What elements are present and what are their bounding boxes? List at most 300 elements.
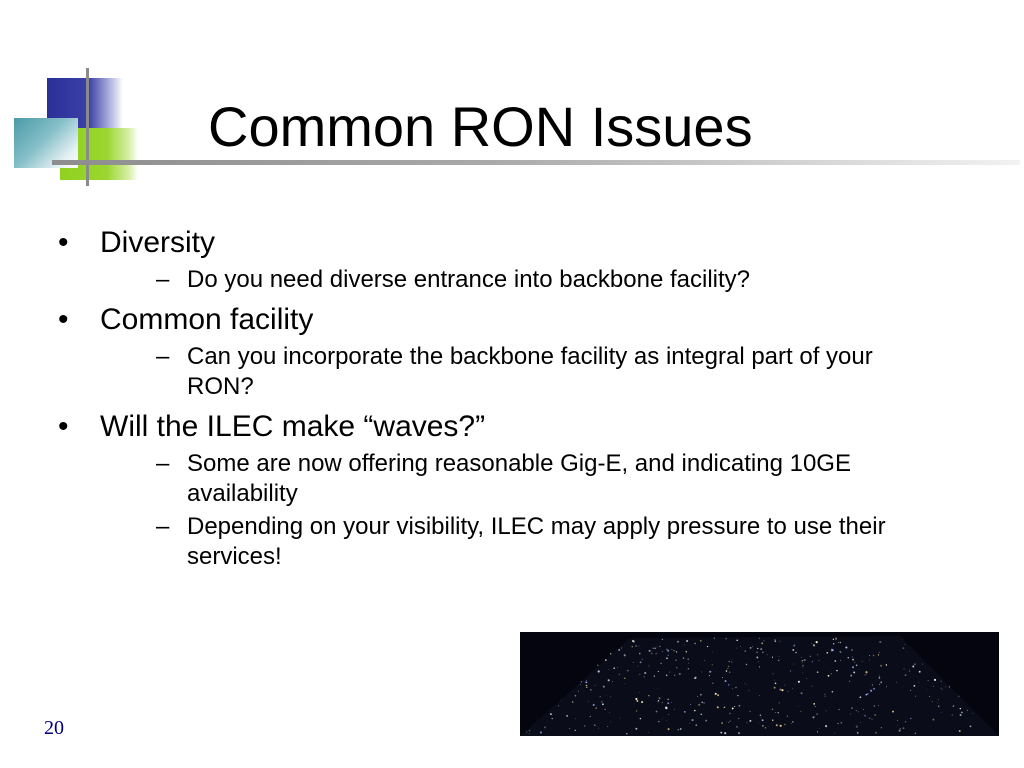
city-light-dot bbox=[828, 675, 830, 677]
city-light-dot bbox=[756, 656, 758, 658]
city-light-dot bbox=[626, 733, 627, 734]
city-light-dot bbox=[929, 696, 930, 697]
city-light-dot bbox=[903, 647, 905, 649]
city-light-dot bbox=[804, 659, 806, 661]
city-light-dot bbox=[639, 653, 641, 655]
city-light-dot bbox=[792, 721, 794, 723]
city-light-dot bbox=[621, 648, 622, 649]
city-light-dot bbox=[619, 718, 620, 719]
city-light-dot bbox=[625, 683, 626, 684]
city-light-dot bbox=[658, 671, 659, 672]
city-light-dot bbox=[840, 642, 841, 643]
city-light-dot bbox=[676, 651, 677, 652]
city-light-dot bbox=[864, 715, 866, 717]
city-light-dot bbox=[662, 719, 663, 720]
city-light-dot bbox=[651, 652, 653, 654]
city-light-dot bbox=[784, 724, 785, 725]
city-light-dot bbox=[847, 657, 849, 659]
city-light-dot bbox=[779, 702, 780, 703]
city-light-dot bbox=[529, 734, 530, 735]
city-light-dot bbox=[850, 675, 852, 677]
city-light-dot bbox=[871, 719, 873, 721]
city-light-dot bbox=[690, 704, 691, 705]
city-light-dot bbox=[635, 645, 637, 647]
city-light-dot bbox=[593, 704, 595, 706]
sub-bullet-item bbox=[100, 342, 938, 402]
city-light-dot bbox=[569, 728, 570, 729]
city-light-dot bbox=[712, 652, 713, 653]
city-light-dot bbox=[795, 684, 796, 685]
city-light-dot bbox=[684, 711, 686, 713]
title-underline-rule bbox=[52, 160, 1020, 165]
city-light-dot bbox=[729, 671, 731, 673]
bullet-item bbox=[58, 302, 938, 402]
city-light-dot bbox=[879, 676, 880, 677]
city-light-dot bbox=[802, 662, 803, 663]
city-light-dot bbox=[841, 722, 843, 724]
city-light-dot bbox=[726, 670, 728, 672]
city-light-dot bbox=[705, 720, 707, 722]
city-light-dot bbox=[566, 715, 568, 717]
city-light-dot bbox=[865, 694, 867, 696]
city-light-dot bbox=[686, 640, 688, 642]
city-light-dot bbox=[810, 656, 811, 657]
city-light-dot bbox=[561, 700, 562, 701]
city-light-dot bbox=[572, 701, 574, 703]
city-light-dot bbox=[953, 705, 955, 707]
city-light-dot bbox=[609, 712, 610, 713]
city-light-dot bbox=[669, 672, 670, 673]
city-light-dot bbox=[659, 646, 660, 647]
city-light-dot bbox=[879, 684, 880, 685]
city-light-dot bbox=[605, 659, 607, 661]
city-light-dot bbox=[703, 702, 705, 704]
city-light-dot bbox=[642, 659, 643, 660]
city-light-dot bbox=[788, 691, 789, 692]
city-light-dot bbox=[860, 722, 861, 723]
city-light-dot bbox=[674, 709, 675, 710]
city-light-dot bbox=[825, 725, 827, 727]
city-light-dot bbox=[834, 660, 836, 662]
city-light-dot bbox=[800, 711, 801, 712]
city-light-dot bbox=[678, 729, 679, 730]
city-light-dot bbox=[675, 659, 676, 660]
city-light-dot bbox=[648, 666, 649, 667]
city-light-dot bbox=[728, 722, 729, 723]
city-light-dot bbox=[801, 657, 802, 658]
sub-bullet-item bbox=[100, 265, 938, 295]
city-light-dot bbox=[578, 691, 579, 692]
city-light-dot bbox=[558, 705, 559, 706]
city-light-dot bbox=[862, 661, 863, 662]
city-light-dot bbox=[603, 686, 605, 688]
city-light-dot bbox=[724, 707, 725, 708]
city-light-dot bbox=[712, 664, 713, 665]
city-light-dot bbox=[903, 727, 905, 729]
city-light-dot bbox=[641, 701, 643, 703]
city-light-dot bbox=[687, 658, 689, 660]
city-light-dot bbox=[840, 652, 841, 653]
city-light-dot bbox=[831, 649, 833, 651]
city-light-dot bbox=[600, 696, 601, 697]
city-light-dot bbox=[845, 646, 847, 648]
city-light-dot bbox=[671, 649, 672, 650]
city-light-dot bbox=[886, 664, 887, 665]
city-light-dot bbox=[722, 677, 723, 678]
city-light-dot bbox=[941, 712, 942, 713]
city-light-dot bbox=[778, 660, 779, 661]
city-light-dot bbox=[684, 644, 685, 645]
city-light-dot bbox=[856, 664, 858, 666]
city-light-dot bbox=[649, 650, 651, 652]
city-light-dot bbox=[875, 732, 877, 734]
city-light-dot bbox=[959, 730, 961, 732]
city-light-dot bbox=[720, 732, 722, 734]
city-light-dot bbox=[666, 675, 668, 677]
city-light-dot bbox=[643, 676, 644, 677]
city-light-dot bbox=[677, 641, 679, 643]
city-light-dot bbox=[595, 707, 597, 709]
city-light-dot bbox=[610, 722, 611, 723]
city-light-dot bbox=[960, 714, 962, 716]
city-light-dot bbox=[732, 707, 734, 709]
city-light-dot bbox=[772, 709, 773, 710]
city-light-dot bbox=[640, 718, 641, 719]
city-light-dot bbox=[760, 648, 762, 650]
city-light-dot bbox=[606, 695, 607, 696]
city-light-dot bbox=[813, 703, 815, 705]
city-light-dot bbox=[896, 682, 897, 683]
city-light-dot bbox=[668, 728, 670, 730]
city-light-dot bbox=[701, 702, 702, 703]
city-light-dot bbox=[590, 689, 591, 690]
city-light-dot bbox=[638, 666, 639, 667]
city-light-dot bbox=[715, 693, 717, 695]
city-light-dot bbox=[673, 650, 674, 651]
city-light-dot bbox=[654, 647, 656, 649]
sub-bullet-list bbox=[100, 342, 938, 402]
city-light-dot bbox=[919, 671, 921, 673]
city-light-dot bbox=[869, 660, 870, 661]
city-light-dot bbox=[826, 710, 827, 711]
city-light-dot bbox=[619, 674, 620, 675]
city-light-dot bbox=[902, 639, 903, 640]
city-light-dot bbox=[624, 655, 626, 657]
city-light-dot bbox=[639, 692, 640, 693]
city-light-dot bbox=[668, 655, 669, 656]
city-light-dot bbox=[739, 705, 741, 707]
city-light-dot bbox=[802, 672, 803, 673]
city-light-dot bbox=[762, 719, 764, 721]
city-light-dot bbox=[817, 654, 818, 655]
city-light-dot bbox=[734, 706, 735, 707]
city-light-dot bbox=[832, 691, 834, 693]
city-light-dot bbox=[791, 723, 792, 724]
city-light-dot bbox=[698, 704, 700, 706]
city-light-dot bbox=[667, 702, 669, 704]
bullet-marker: • bbox=[58, 226, 69, 259]
city-light-dot bbox=[540, 731, 542, 733]
city-light-dot bbox=[732, 688, 733, 689]
city-light-dot bbox=[740, 646, 741, 647]
city-light-dot bbox=[872, 684, 873, 685]
city-light-dot bbox=[772, 719, 773, 720]
city-light-dot bbox=[729, 720, 730, 721]
city-light-dot bbox=[697, 696, 698, 697]
city-light-dot bbox=[738, 718, 739, 719]
city-light-dot bbox=[852, 659, 854, 661]
city-light-dot bbox=[617, 667, 618, 668]
city-light-dot bbox=[880, 681, 882, 683]
city-light-dot bbox=[683, 657, 684, 658]
city-light-dot bbox=[700, 640, 701, 641]
city-light-dot bbox=[654, 675, 655, 676]
city-light-dot bbox=[798, 681, 800, 683]
city-light-dot bbox=[915, 733, 916, 734]
city-light-dot bbox=[598, 728, 599, 729]
city-light-dot bbox=[818, 660, 819, 661]
city-light-dot bbox=[624, 677, 626, 679]
city-light-dot bbox=[880, 665, 882, 667]
city-light-dot bbox=[928, 680, 929, 681]
city-light-dot bbox=[552, 718, 553, 719]
city-light-dot bbox=[903, 668, 904, 669]
city-light-dot bbox=[778, 712, 779, 713]
city-light-dot bbox=[795, 652, 797, 654]
city-light-dot bbox=[970, 726, 972, 728]
city-light-dot bbox=[793, 664, 794, 665]
city-light-dot bbox=[584, 725, 586, 727]
city-light-dot bbox=[575, 718, 576, 719]
city-light-dot bbox=[850, 713, 851, 714]
city-light-dot bbox=[731, 661, 732, 662]
city-light-dot bbox=[802, 660, 803, 661]
city-light-dot bbox=[762, 652, 763, 653]
city-light-dot bbox=[775, 682, 777, 684]
city-light-dot bbox=[694, 677, 696, 679]
city-light-dot bbox=[737, 695, 738, 696]
city-light-dot bbox=[934, 679, 936, 681]
city-light-dot bbox=[639, 674, 640, 675]
city-light-dot bbox=[905, 674, 907, 676]
city-light-dot bbox=[841, 652, 842, 653]
city-light-dot bbox=[830, 670, 831, 671]
city-light-dot bbox=[813, 644, 815, 646]
city-light-dot bbox=[744, 650, 746, 652]
city-light-dot bbox=[873, 655, 875, 657]
city-light-dot bbox=[806, 678, 807, 679]
bullet-text: Diversity bbox=[100, 226, 216, 259]
city-light-dot bbox=[897, 725, 898, 726]
city-light-dot bbox=[973, 713, 974, 714]
city-light-dot bbox=[529, 730, 530, 731]
city-light-dot bbox=[613, 667, 615, 669]
city-light-dot bbox=[960, 708, 961, 709]
city-light-dot bbox=[857, 732, 859, 734]
city-light-dot bbox=[914, 685, 916, 687]
city-light-dot bbox=[701, 671, 702, 672]
city-light-dot bbox=[608, 669, 609, 670]
city-light-dot bbox=[863, 709, 864, 710]
city-light-dot bbox=[602, 703, 604, 705]
city-light-dot bbox=[627, 670, 629, 672]
page-number: 20 bbox=[44, 717, 64, 739]
city-light-dot bbox=[768, 726, 769, 727]
city-light-dot bbox=[610, 696, 611, 697]
city-light-dot bbox=[729, 713, 731, 715]
city-light-dot bbox=[863, 714, 864, 715]
city-light-dot bbox=[744, 683, 745, 684]
city-light-dot bbox=[686, 651, 687, 652]
city-light-dot bbox=[598, 670, 600, 672]
city-light-dot bbox=[550, 713, 552, 715]
city-light-dot bbox=[636, 700, 638, 702]
night-lights-image bbox=[520, 632, 999, 736]
city-light-dot bbox=[655, 654, 656, 655]
city-light-dot bbox=[581, 681, 582, 682]
city-light-dot bbox=[834, 733, 835, 734]
bullet-text: Common facility bbox=[100, 303, 314, 336]
city-light-dot bbox=[728, 668, 729, 669]
city-light-dot bbox=[688, 668, 689, 669]
city-light-dot bbox=[691, 719, 693, 721]
city-light-dot bbox=[928, 689, 929, 690]
city-light-dot bbox=[704, 660, 705, 661]
city-light-dot bbox=[854, 662, 855, 663]
city-light-dot bbox=[932, 701, 933, 702]
sub-bullet-marker: – bbox=[156, 266, 170, 293]
city-light-dot bbox=[949, 686, 950, 687]
city-light-dot bbox=[638, 646, 639, 647]
city-light-dot bbox=[595, 685, 596, 686]
city-light-dot bbox=[736, 648, 737, 649]
city-light-dot bbox=[836, 670, 838, 672]
city-light-dot bbox=[852, 666, 854, 668]
sub-bullet-list bbox=[100, 265, 938, 295]
city-light-dot bbox=[610, 653, 612, 655]
city-light-dot bbox=[865, 671, 867, 673]
city-light-dot bbox=[866, 674, 867, 675]
city-light-dot bbox=[765, 727, 767, 729]
city-light-dot bbox=[688, 663, 689, 664]
city-light-dot bbox=[735, 687, 737, 689]
city-light-dot bbox=[774, 680, 775, 681]
sub-bullet-text: Can you incorporate the backbone facility as integral part of your RON? bbox=[187, 343, 873, 400]
city-light-dot bbox=[767, 654, 768, 655]
city-light-dot bbox=[668, 699, 669, 700]
city-light-dot bbox=[721, 722, 722, 723]
city-light-dot bbox=[802, 667, 803, 668]
city-light-dot bbox=[526, 732, 527, 733]
city-light-dot bbox=[728, 666, 729, 667]
city-light-dot bbox=[586, 685, 588, 687]
city-light-dot bbox=[586, 687, 587, 688]
city-light-dot bbox=[860, 696, 862, 698]
city-light-dot bbox=[851, 707, 853, 709]
city-light-dot bbox=[597, 665, 598, 666]
city-light-dot bbox=[656, 653, 657, 654]
sub-bullet-text: Some are now offering reasonable Gig-E, and indicating 10GE availability bbox=[187, 450, 851, 507]
city-light-dot bbox=[585, 681, 587, 683]
sub-bullet-marker: – bbox=[156, 513, 170, 540]
city-light-dot bbox=[668, 714, 669, 715]
city-light-dot bbox=[759, 695, 760, 696]
city-light-dot bbox=[575, 730, 576, 731]
city-light-dot bbox=[780, 725, 782, 727]
night-lights-graphic bbox=[520, 632, 999, 736]
city-light-dot bbox=[694, 643, 695, 644]
bullet-marker: • bbox=[58, 410, 69, 443]
city-light-dot bbox=[756, 651, 758, 653]
city-light-dot bbox=[851, 649, 853, 651]
city-light-dot bbox=[749, 690, 750, 691]
city-light-dot bbox=[648, 732, 649, 733]
city-light-dot bbox=[775, 641, 777, 643]
city-light-dot bbox=[659, 697, 661, 699]
city-light-dot bbox=[594, 725, 595, 726]
city-light-dot bbox=[656, 711, 658, 713]
city-light-dot bbox=[938, 706, 939, 707]
city-light-dot bbox=[758, 722, 759, 723]
city-light-dot bbox=[666, 648, 668, 650]
city-light-dot bbox=[665, 707, 667, 709]
city-light-dot bbox=[941, 681, 942, 682]
city-light-dot bbox=[676, 667, 677, 668]
city-light-dot bbox=[874, 705, 876, 707]
city-light-dot bbox=[728, 684, 729, 685]
city-light-dot bbox=[712, 683, 713, 684]
bullet-item bbox=[58, 409, 938, 572]
city-light-dot bbox=[640, 661, 642, 663]
sub-bullet-marker: – bbox=[156, 450, 170, 477]
city-light-dot bbox=[833, 643, 834, 644]
city-light-dot bbox=[653, 648, 654, 649]
city-light-dot bbox=[938, 699, 939, 700]
city-light-dot bbox=[772, 657, 773, 658]
sub-bullet-text: Do you need diverse entrance into backbone facility? bbox=[187, 266, 751, 293]
city-light-dot bbox=[662, 651, 663, 652]
city-light-dot bbox=[798, 706, 799, 707]
bullet-marker: • bbox=[58, 303, 69, 336]
city-light-dot bbox=[662, 639, 663, 640]
city-light-dot bbox=[817, 671, 819, 673]
city-light-dot bbox=[816, 713, 818, 715]
city-light-dot bbox=[635, 728, 637, 730]
city-light-dot bbox=[792, 688, 793, 689]
city-light-dot bbox=[660, 663, 662, 665]
city-light-dot bbox=[802, 665, 803, 666]
city-light-dot bbox=[826, 652, 828, 654]
city-light-dot bbox=[648, 695, 649, 696]
city-light-dot bbox=[666, 657, 668, 659]
city-light-dot bbox=[757, 648, 758, 649]
city-light-dot bbox=[874, 714, 876, 716]
city-light-dot bbox=[792, 649, 794, 651]
city-light-dot bbox=[869, 655, 870, 656]
city-light-dot bbox=[780, 641, 781, 642]
decor-vertical-rule bbox=[86, 68, 89, 186]
city-light-dot bbox=[816, 641, 818, 643]
city-light-dot bbox=[942, 689, 943, 690]
city-light-dot bbox=[601, 701, 603, 703]
city-light-dot bbox=[933, 686, 934, 687]
city-light-dot bbox=[666, 720, 667, 721]
sub-bullet-item bbox=[100, 449, 938, 509]
city-light-dot bbox=[725, 638, 727, 640]
city-light-dot bbox=[707, 646, 708, 647]
city-light-dot bbox=[859, 699, 860, 700]
city-light-dot bbox=[759, 666, 760, 667]
